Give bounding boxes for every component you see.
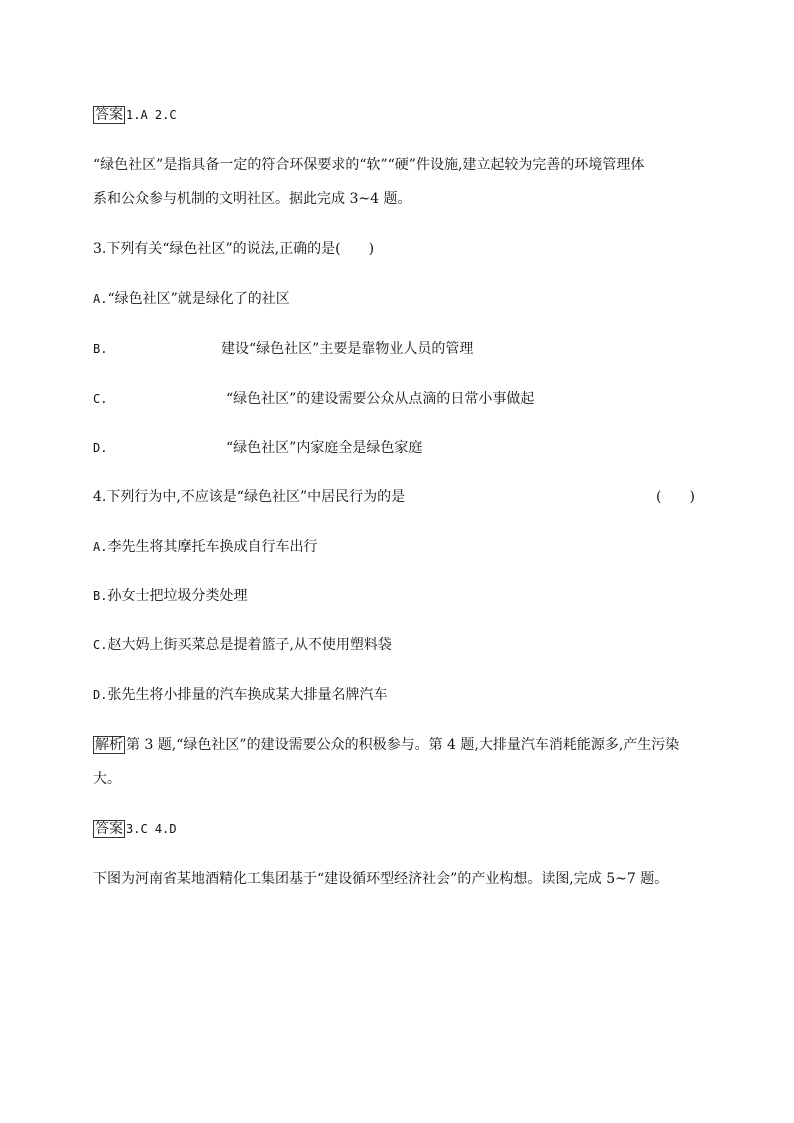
- answer-label: 答案: [95, 821, 123, 837]
- option-text: “绿色社区”内家庭全是绿色家庭: [226, 440, 423, 456]
- q3-option-a: [93, 290, 290, 308]
- analysis-text: 第 3 题,“绿色社区”的建设需要公众的积极参与。第 4 题,大排量汽车消耗能源多,产生污染: [126, 737, 680, 753]
- intro-paragraph-line-2: 系和公众参与机制的文明社区。据此完成 3~4 题。: [93, 191, 412, 207]
- answer-1-line: [93, 106, 177, 124]
- intro-paragraph-line-1: “绿色社区”是指具备一定的符合环保要求的“软”“硬”件设施,建立起较为完善的环境管理体: [93, 157, 645, 173]
- option-text: “绿色社区”的建设需要公众从点滴的日常小事做起: [226, 391, 535, 407]
- option-letter: B.: [93, 342, 108, 356]
- option-letter: A.: [93, 540, 108, 554]
- answer-text: 3.C 4.D: [126, 822, 177, 836]
- option-text: 赵大妈上街买菜总是提着篮子,从不使用塑料袋: [107, 637, 392, 653]
- option-letter: B.: [93, 589, 108, 603]
- option-text: “绿色社区”就是绿化了的社区: [107, 291, 290, 307]
- q4-option-a: [93, 538, 317, 556]
- option-letter: A.: [93, 292, 108, 306]
- answer-text: 1.A 2.C: [126, 108, 177, 122]
- option-text: 张先生将小排量的汽车换成某大排量名牌汽车: [107, 687, 388, 703]
- intro-paragraph-2: 下图为河南省某地酒精化工集团基于“建设循环型经济社会”的产业构想。读图,完成 5~7 题。: [93, 871, 669, 887]
- analysis-line-2: 大。: [93, 771, 121, 787]
- analysis-label: 解析: [95, 737, 123, 753]
- option-letter: C.: [93, 392, 108, 406]
- q4-option-c: [93, 636, 392, 654]
- question-4-stem: 4.下列行为中,不应该是“绿色社区”中居民行为的是: [93, 489, 406, 505]
- q4-option-b: [93, 587, 247, 605]
- option-letter: C.: [93, 638, 108, 652]
- option-text: 孙女士把垃圾分类处理: [107, 588, 248, 604]
- q4-option-d: [93, 686, 387, 704]
- option-text: 建设“绿色社区”主要是靠物业人员的管理: [221, 341, 474, 357]
- option-letter: D.: [93, 441, 108, 455]
- answer-paren: ( ): [656, 489, 695, 505]
- answer-2-line: [93, 820, 177, 838]
- option-letter: D.: [93, 688, 108, 702]
- option-text: 李先生将其摩托车换成自行车出行: [107, 539, 318, 555]
- question-3-stem: 3.下列有关“绿色社区”的说法,正确的是( ): [93, 241, 375, 257]
- answer-label: 答案: [95, 107, 123, 123]
- analysis-line-1: [93, 736, 679, 754]
